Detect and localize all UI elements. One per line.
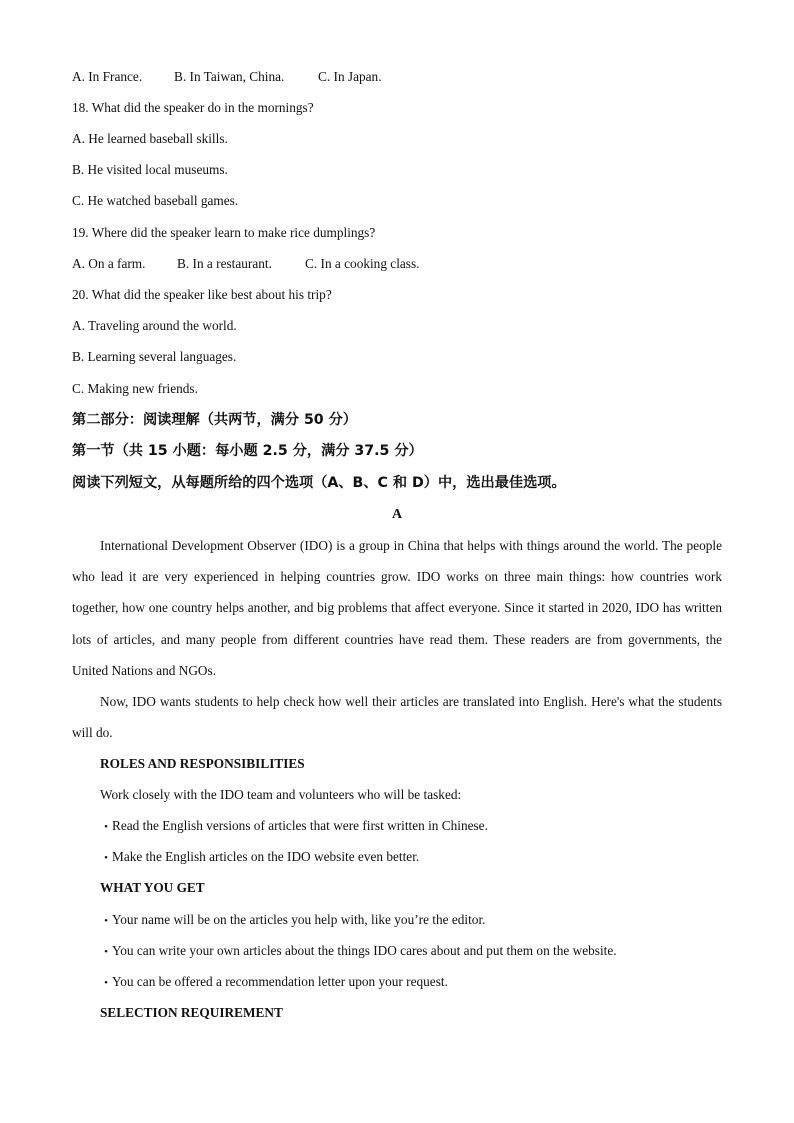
q17-option-c: C. In Japan. <box>318 69 382 84</box>
get-list-item-1 <box>100 912 485 929</box>
q18-option-a: A. He learned baseball skills. <box>72 131 228 146</box>
passage-paragraph-1: International Development Observer (IDO) is a group in China that helps with things around the world. The people who lead it are very experienced in helping countries grow. IDO works on three main things: how countries work together, how one country helps another, and big problems that affect everyone. Since it started in 2020, IDO has written lots of articles, and many people from different countries have read them. These readers are from governments, the United Nations and NGOs. <box>72 538 722 678</box>
get-list-item-2-text: You can write your own articles about the things IDO cares about and put them on the website. <box>112 943 617 958</box>
q19-option-c: C. In a cooking class. <box>305 256 420 271</box>
q18-option-c: C. He watched baseball games. <box>72 193 239 208</box>
q19-question: 19. Where did the speaker learn to make rice dumplings? <box>72 225 376 240</box>
get-list-item-3 <box>100 974 448 991</box>
q20-option-a: A. Traveling around the world. <box>72 318 237 333</box>
q18-option-b: B. He visited local museums. <box>72 162 228 177</box>
q18-question: 18. What did the speaker do in the mornings? <box>72 100 314 115</box>
q17-option-a: A. In France. <box>72 69 143 84</box>
q20-question: 20. What did the speaker like best about his trip? <box>72 287 332 302</box>
passage-paragraph-2: Now, IDO wants students to help check how well their articles are translated into English. Here's what the students will do. <box>72 694 722 741</box>
get-list-item-2 <box>100 943 617 960</box>
q19-options <box>72 256 419 272</box>
section-instruction: 阅读下列短文，从每题所给的四个选项（A、B、C 和 D）中，选出最佳选项。 <box>72 475 566 491</box>
q19-option-b: B. In a restaurant. <box>177 256 272 271</box>
q19-option-a: A. On a farm. <box>72 256 146 271</box>
roles-list-item-1 <box>100 818 488 835</box>
selection-requirement-heading: SELECTION REQUIREMENT <box>100 1005 283 1020</box>
q20-option-b: B. Learning several languages. <box>72 349 237 364</box>
roles-heading: ROLES AND RESPONSIBILITIES <box>100 756 305 771</box>
roles-list-item-2 <box>100 849 419 866</box>
q17-option-b: B. In Taiwan, China. <box>174 69 285 84</box>
passage-label: A <box>391 507 403 522</box>
what-you-get-heading: WHAT YOU GET <box>100 880 205 895</box>
section-subtitle: 第一节（共 15 小题：每小题 2.5 分，满分 37.5 分） <box>72 443 423 459</box>
roles-list-item-1-text: Read the English versions of articles that were first written in Chinese. <box>112 818 488 833</box>
get-list-item-3-text: You can be offered a recommendation letter upon your request. <box>112 974 448 989</box>
roles-intro: Work closely with the IDO team and volunteers who will be tasked: <box>100 787 462 802</box>
get-list-item-1-text: Your name will be on the articles you help with, like you’re the editor. <box>112 912 486 927</box>
q17-options <box>72 69 382 85</box>
q20-option-c: C. Making new friends. <box>72 381 198 396</box>
roles-list-item-2-text: Make the English articles on the IDO website even better. <box>112 849 420 864</box>
part-title: 第二部分：阅读理解（共两节，满分 50 分） <box>72 412 357 428</box>
